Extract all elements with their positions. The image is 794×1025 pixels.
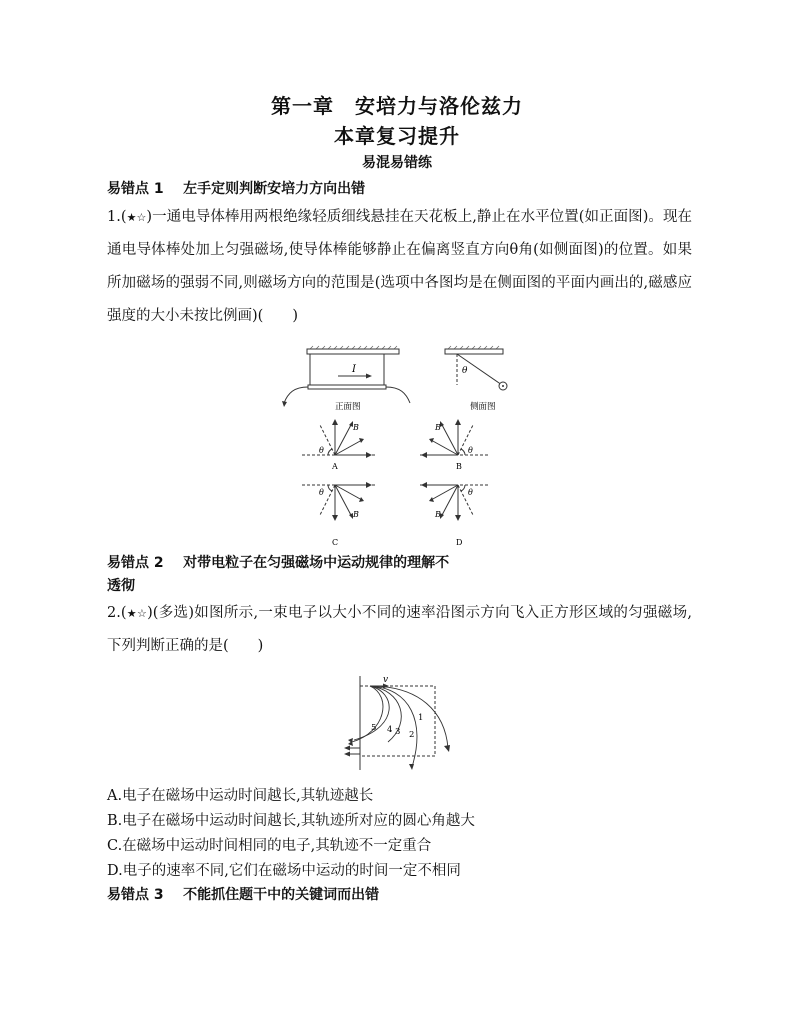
track-label-5: 5	[371, 723, 377, 733]
question-1: 1.(★☆)一通电导体棒用两根绝缘轻质细线悬挂在天花板上,静止在水平位置(如正面图)。现在通电导体棒处加上匀强磁场,使导体棒能够静止在偏离竖直方向θ角(如侧面图)的位置。如果所加磁场的强弱不同,则磁场方向的范围是(选项中各图均是在侧面图的平面内画出的,磁感应强度的大小未按比例画)( )	[107, 209, 693, 324]
error-point-label: 易错点 3	[107, 887, 164, 903]
option-d-diagram	[420, 482, 490, 547]
error-point-title: 不能抓住题干中的关键词而出错	[183, 887, 380, 903]
q1-figure	[280, 345, 520, 550]
question-2: 2.(★☆)(多选)如图所示,一束电子以大小不同的速率沿图示方向飞入正方形区域的匀强磁场,下列判断正确的是( )	[107, 605, 692, 654]
error-point-label: 易错点 1	[107, 181, 164, 197]
q2-figure	[340, 672, 460, 777]
side-view	[445, 346, 507, 412]
track-2	[370, 686, 417, 767]
option-a: A.电子在磁场中运动时间越长,其轨迹越长	[107, 788, 374, 804]
track-label-3: 3	[395, 727, 401, 737]
option-c-label: C	[332, 538, 339, 547]
option-c-diagram	[302, 482, 375, 547]
option-b: B.电子在磁场中运动时间越长,其轨迹所对应的圆心角越大	[107, 813, 475, 829]
error-point-title-cont: 透彻	[107, 578, 135, 594]
theta-a: θ	[319, 446, 324, 455]
error-point-1	[107, 178, 365, 198]
front-view	[282, 346, 410, 412]
question-number: 1.	[107, 209, 121, 225]
theta-d: θ	[468, 488, 473, 497]
question-tag: (多选)	[152, 605, 194, 621]
error-point-title: 对带电粒子在匀强磁场中运动规律的理解不	[183, 555, 450, 571]
option-c: C.在磁场中运动时间相同的电子,其轨迹不一定重合	[107, 838, 432, 854]
option-a-diagram	[302, 419, 375, 471]
b-label-d: B	[435, 510, 441, 519]
section-title: 易混易错练	[362, 155, 432, 171]
difficulty-stars: ★☆	[126, 211, 147, 224]
track-label-4: 4	[387, 725, 393, 735]
question-text: 一通电导体棒用两根绝缘轻质细线悬挂在天花板上,静止在水平位置(如正面图)。现在通电导体棒处加上匀强磁场,使导体棒能够静止在偏离竖直方向θ角(如侧面图)的位置。如果所加磁场的强弱不同,则磁场方向的范围是(选项中各图均是在侧面图的平面内画出的,磁感应强度的大小未按比例画)	[107, 209, 693, 324]
b-label-b: B	[435, 423, 441, 432]
theta-b: θ	[468, 446, 473, 455]
error-point-3	[107, 884, 379, 904]
error-point-label: 易错点 2	[107, 555, 164, 571]
subtitle: 本章复习提升	[334, 124, 460, 148]
answer-bracket: ( )	[257, 308, 298, 324]
option-a-label: A	[332, 462, 338, 471]
error-point-2-cont	[107, 575, 135, 595]
question-number: 2.	[107, 605, 121, 621]
track-5	[352, 686, 383, 742]
track-label-1: 1	[418, 713, 424, 723]
option-d-label: D	[456, 538, 463, 547]
error-point-title: 左手定则判断安培力方向出错	[183, 181, 366, 197]
theta-label: θ	[462, 366, 468, 376]
error-point-2	[107, 552, 449, 572]
b-label-a: B	[353, 423, 359, 432]
side-caption: 侧面图	[470, 402, 496, 412]
b-label-c: B	[353, 510, 359, 519]
option-b-diagram	[420, 419, 490, 471]
option-b-label: B	[456, 462, 462, 471]
front-caption: 正面图	[335, 402, 361, 412]
track-label-2: 2	[409, 730, 415, 740]
answer-bracket: ( )	[223, 638, 264, 654]
current-label: I	[352, 364, 356, 375]
question-text: 如图所示,一束电子以大小不同的速率沿图示方向飞入正方形区域的匀强磁场,下列判断正确的是	[107, 605, 692, 654]
v-label: v	[383, 675, 389, 685]
theta-c: θ	[319, 488, 324, 497]
difficulty-stars: ★☆	[126, 607, 148, 620]
option-d: D.电子的速率不同,它们在磁场中运动的时间一定不相同	[107, 863, 461, 879]
chapter-title: 第一章 安培力与洛伦兹力	[271, 94, 523, 118]
